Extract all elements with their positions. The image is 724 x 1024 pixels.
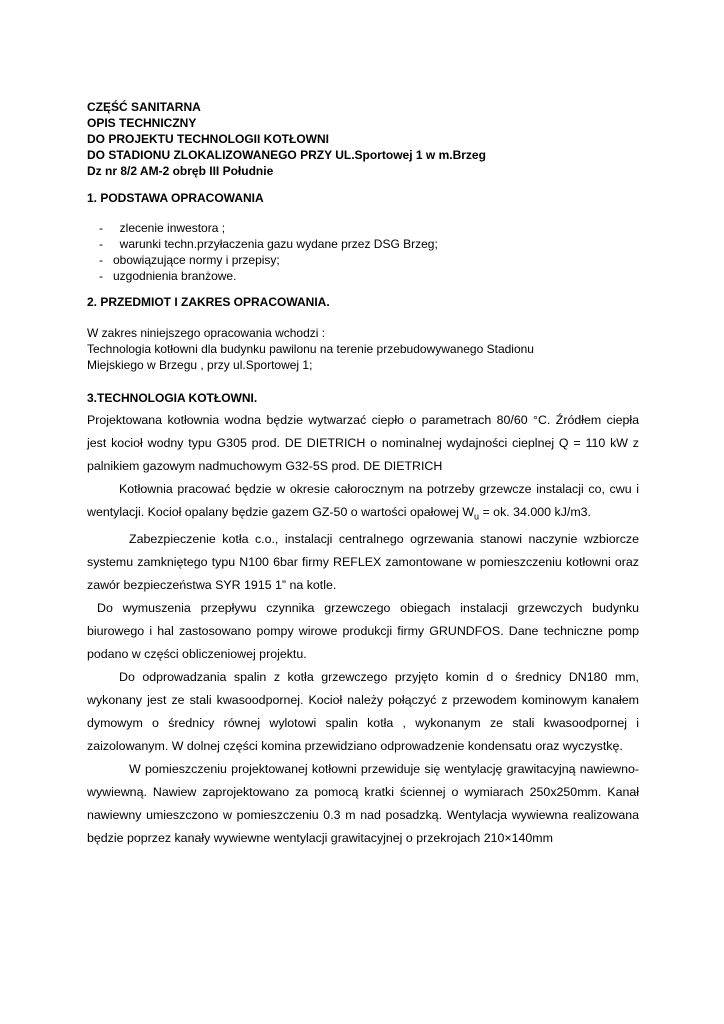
paragraph-1: Projektowana kotłownia wodna będzie wytwarzać ciepło o parametrach 80/60 °C. Źródłem ciepła jest kocioł wodny typu G305 prod. DE DIETRICH o nominalnej wydajności cieplnej Q = 110 kW z palnikiem gazowym nadmuchowym G32-5S prod. DE DIETRICH	[87, 413, 639, 473]
paragraph-2	[87, 478, 639, 528]
section-3-title: 3.TECHNOLOGIA KOTŁOWNI.	[87, 391, 258, 405]
document-header	[87, 99, 486, 179]
list-item: - uzgodnienia branżowe.	[99, 269, 237, 283]
section-2-line: W zakres niniejszego opracowania wchodzi :	[87, 326, 326, 340]
basis-list	[99, 220, 438, 284]
paragraph-4: Do wymuszenia przepływu czynnika grzewczego obiegach instalacji grzewczych budynku biurowego i hal zastosowano pompy wirowe produkcji firmy GRUNDFOS. Dane techniczne pomp podano w części obliczeniowej projektu.	[87, 601, 639, 662]
header-line-5: Dz nr 8/2 AM-2 obręb III Południe	[87, 164, 274, 178]
header-line-2: OPIS TECHNICZNY	[87, 116, 197, 130]
section-2-line: Miejskiego w Brzegu , przy ul.Sportowej 1;	[87, 358, 313, 372]
paragraph-2-subscript: u	[474, 511, 480, 522]
paragraph-5: Do odprowadzania spalin z kotła grzewczego przyjęto komin d o średnicy DN180 mm, wykonany jest ze stali kwasoodpornej. Kocioł należy połączyć z przewodem kominowym kanałem dymowym o średnicy równej wylotowi spalin kotła , wykonanym ze stali kwasoodpornej i zaizolowanym. W dolnej części komina przewidziano odprowadzenie kondensatu oraz wyczystkę.	[87, 670, 639, 754]
section-2-title: 2. PRZEDMIOT I ZAKRES OPRACOWANIA.	[87, 295, 330, 309]
list-item: - obowiązujące normy i przepisy;	[99, 253, 280, 267]
header-line-3: DO PROJEKTU TECHNOLOGII KOTŁOWNI	[87, 132, 329, 146]
section-2-body	[87, 325, 647, 373]
header-line-1: CZĘŚĆ SANITARNA	[87, 100, 201, 114]
section-3-body	[87, 409, 639, 850]
list-item: - zlecenie inwestora ;	[99, 221, 226, 235]
header-line-4: DO STADIONU ZLOKALIZOWANEGO PRZY UL.Sportowej 1 w m.Brzeg	[87, 148, 486, 162]
paragraph-2-text-a: Kotłownia pracować będzie w okresie całorocznym na potrzeby grzewcze instalacji co, cwu i wentylacji. Kocioł opalany będzie gazem GZ-50 o wartości opałowej W	[87, 482, 639, 519]
paragraph-6: W pomieszczeniu projektowanej kotłowni przewiduje się wentylację grawitacyjną nawiewno-wywiewną. Nawiew zaprojektowano za pomocą kratki ściennej o wymiarach 250x250mm. Kanał nawiewny umieszczono w pomieszczeniu 0.3 m nad posadzką. Wentylacja wywiewna realizowana będzie poprzez kanały wywiewne wentylacji grawitacyjnej o przekrojach 210×140mm	[87, 762, 639, 846]
section-1-title: 1. PODSTAWA OPRACOWANIA	[87, 191, 264, 205]
paragraph-2-text-b: = ok. 34.000 kJ/m3.	[479, 505, 591, 519]
paragraph-3: Zabezpieczenie kotła c.o., instalacji centralnego ogrzewania stanowi naczynie wzbiorcze systemu zamkniętego typu N100 6bar firmy REFLEX zamontowane w pomieszczeniu kotłowni oraz zawór bezpieczeństwa SYR 1915 1” na kotle.	[87, 532, 639, 593]
section-2-line: Technologia kotłowni dla budynku pawilonu na terenie przebudowywanego Stadionu	[87, 342, 534, 356]
list-item: - warunki techn.przyłaczenia gazu wydane przez DSG Brzeg;	[99, 237, 438, 251]
